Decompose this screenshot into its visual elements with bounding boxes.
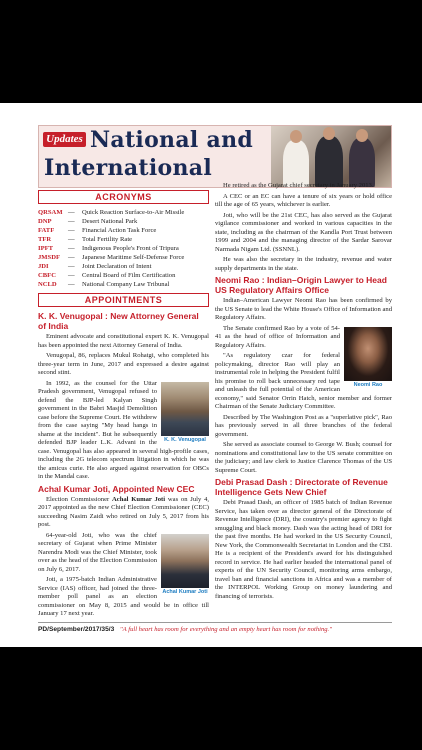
acronym-full: Financial Action Task Force — [82, 227, 157, 234]
acronym-dash: — — [68, 236, 75, 243]
folio: PD/September/2017/35/3 — [38, 626, 115, 633]
acronym-dash: — — [68, 227, 75, 234]
venugopal-para-2: Venugopal, 86, replaces Mukul Rohatgi, who completed his three-year term in June, 2017 and expressed a desire against second stint. — [38, 352, 209, 376]
neomi-portrait — [344, 327, 392, 381]
acronym-full: Desert National Park — [82, 218, 138, 225]
acronym-abbr: IPFT — [38, 245, 54, 252]
acronym-abbr: DNP — [38, 218, 52, 225]
acronym-row — [38, 208, 209, 217]
updates-tag: Updates — [43, 132, 86, 147]
footer-quote: "A full heart has room for everything and an empty heart has room for nothing." — [119, 626, 332, 633]
acronym-full: National Company Law Tribunal — [82, 281, 170, 288]
acronym-row — [38, 226, 209, 235]
acronym-full: Joint Declaration of Intent — [82, 263, 152, 270]
acronym-full: Indigenous People's Front of Tripura — [82, 245, 179, 252]
joti-title: Achal Kumar Joti, Appointed New CEC — [38, 483, 195, 494]
section-banner — [38, 125, 392, 188]
acronym-abbr: FATF — [38, 227, 55, 234]
acronym-row — [38, 271, 209, 280]
acronym-abbr: CBFC — [38, 272, 56, 279]
banner-title-line-1: National and — [90, 127, 254, 153]
joti-caption: Achal Kumar Joti — [162, 588, 208, 595]
acronym-row — [38, 217, 209, 226]
venugopal-para-3: In 1992, as the counsel for the Uttar Pradesh government, Venugopal refused to defend the BJP-led Kalyan Singh government in the Babri Masjid Demolition case before the Supreme Court. He withdrew from the case saying "My head hangs in shame at the incident". But he subsequently defended BJP leader L.K. Advani in the case. Venugopal has also appeared in several high-profile cases, including the 2G telecom spectrum litigation in which he was the amicus curie. He also argued against reservation for OBCs in the Mandal case. — [38, 379, 209, 480]
banner-title-line-2: International — [44, 155, 212, 181]
prasad-title: Debi Prasad Dash : Directorate of Revenue Intelligence Gets New Chief — [215, 477, 388, 497]
acronym-row — [38, 244, 209, 253]
joti-para-4: He retired as the Gujarat chief secretary in January 2013. — [223, 182, 374, 189]
acronym-abbr: QRSAM — [38, 209, 63, 216]
neomi-caption: Neomi Rao — [353, 381, 383, 388]
magazine-page — [0, 103, 422, 647]
acronym-abbr: JMSDF — [38, 254, 60, 261]
acronym-full: Japanese Maritime Self-Defense Force — [82, 254, 185, 261]
appointments-heading: APPOINTMENTS — [38, 293, 209, 307]
venugopal-para-1: Eminent advocate and constitutional expert K. K. Venugopal has been appointed the next Attorney General of India. — [38, 333, 209, 349]
acronym-row — [38, 262, 209, 271]
joti-para-5: A CEC or an EC can have a tenure of six years or hold office till the age of 65 years, whichever is earlier. — [215, 192, 392, 208]
acronym-dash: — — [68, 209, 75, 216]
footer-rule — [38, 622, 392, 623]
acronym-full: Quick Reaction Surface-to-Air Missile — [82, 209, 185, 216]
acronym-row — [38, 235, 209, 244]
venugopal-photo — [161, 382, 209, 443]
joti-para-7: He was also the secretary in the industry, revenue and water supply departments in the state. — [215, 256, 392, 272]
page-footer — [38, 625, 392, 634]
acronym-row — [38, 253, 209, 262]
venugopal-caption: K. K. Venugopal — [164, 436, 206, 443]
joti-portrait — [161, 534, 209, 588]
neomi-para-1: Indian–American Lawyer Neomi Rao has been confirmed by the US Senate to lead the White House's Office of Information and Regulatory Affairs. — [215, 297, 392, 321]
acronyms-heading: ACRONYMS — [38, 190, 209, 204]
neomi-para-3: "As regulatory czar for federal policymaking, director Rao will play an instrumental role in helping the President fulfil his promise to roll back unnecessary red tape and unleash the full potential of the American economy," said Senator Orrin Hatch, senior member and former Chairman of the Senate Judiciary Committee. — [215, 352, 392, 410]
acronym-full: Central Board of Film Certification — [82, 272, 176, 279]
acronym-dash: — — [68, 263, 75, 270]
joti-photo — [161, 534, 209, 595]
left-column — [38, 190, 209, 621]
acronym-dash: — — [68, 218, 75, 225]
acronym-dash: — — [68, 281, 75, 288]
neomi-title: Neomi Rao : Indian–Origin Lawyer to Head US Regulatory Affairs Office — [215, 275, 387, 295]
joti-para-1: Election Commissioner Achal Kumar Joti was on July 4, 2017 appointed as the new Chief Election Commissioner (CEC) succeeding Nasim Zaidi who retired on July 5, 2017 from his post. — [38, 495, 210, 528]
right-column — [215, 182, 392, 603]
acronym-row — [38, 280, 209, 289]
joti-para-2: 64-year-old Joti, who was the chief secretary of Gujarat when Prime Minister Narendra Modi was the Chief Minister, took over as the head of the Election Commission on July 6, 2017. — [38, 531, 157, 573]
joti-para-3: Joti, a 1975-batch Indian Administrative Service (IAS) officer, had joined the three-member poll panel as an election commissioner on May 8, 2015 and would be in office till January 17 next year. — [38, 576, 209, 617]
banner-photo — [271, 126, 392, 188]
acronym-dash: — — [68, 272, 75, 279]
acronym-full: Total Fertility Rate — [82, 236, 133, 243]
neomi-para-4: Described by The Washington Post as a "superlative pick", Rao has previously served in all three branches of the federal government. — [215, 413, 392, 438]
acronym-abbr: NCLD — [38, 281, 57, 288]
neomi-para-5: She served as associate counsel to George W. Bush; counsel for nominations and constitutional law to the US senate committee on the judiciary; and law clerk to Justice Clarence Thomas of the US Supreme Court. — [215, 441, 392, 474]
acronym-dash: — — [68, 254, 75, 261]
neomi-photo — [344, 327, 392, 388]
neomi-para-2: The Senate confirmed Rao by a vote of 54-41 as the head of office of Information and Regulatory Affairs. — [215, 324, 340, 349]
acronym-abbr: TFR — [38, 236, 52, 243]
prasad-para-1: Debi Prasad Dash, an officer of 1985 batch of Indian Revenue Service, has taken over as director general of the Directorate of Revenue Intelligence (DRI), the country's premier agency to fight smuggling and black money. Dash was the acting head of DRI for the past five months. He had worked in the US Security Council, New York, the Commonwealth Secretariat in London and the CBI. He is a recipient of the President's award for his distinguished record in service. He had earlier headed the international panel of experts of the UN Security Council, monitoring arms embargo, travel ban and financial sanctions in Africa and was a member of the INTERPOL Working Group on money laundering and financing of terrorists. — [215, 499, 392, 600]
acronyms-table — [38, 208, 209, 289]
joti-para-6: Joti, who will be the 21st CEC, has also served as the Gujarat vigilance commissioner and worked in various capacities in the state, including as the chairman of the Kandla Port Trust between 1999 and 2004 and the managing director of the Sardar Sarovar Narmada Nigam Ltd. (SSNNL). — [215, 211, 392, 253]
venugopal-title: K. K. Venugopal : New Attorney General of India — [38, 311, 199, 331]
acronym-dash: — — [68, 245, 75, 252]
acronym-abbr: JDI — [38, 263, 49, 270]
venugopal-portrait — [161, 382, 209, 436]
